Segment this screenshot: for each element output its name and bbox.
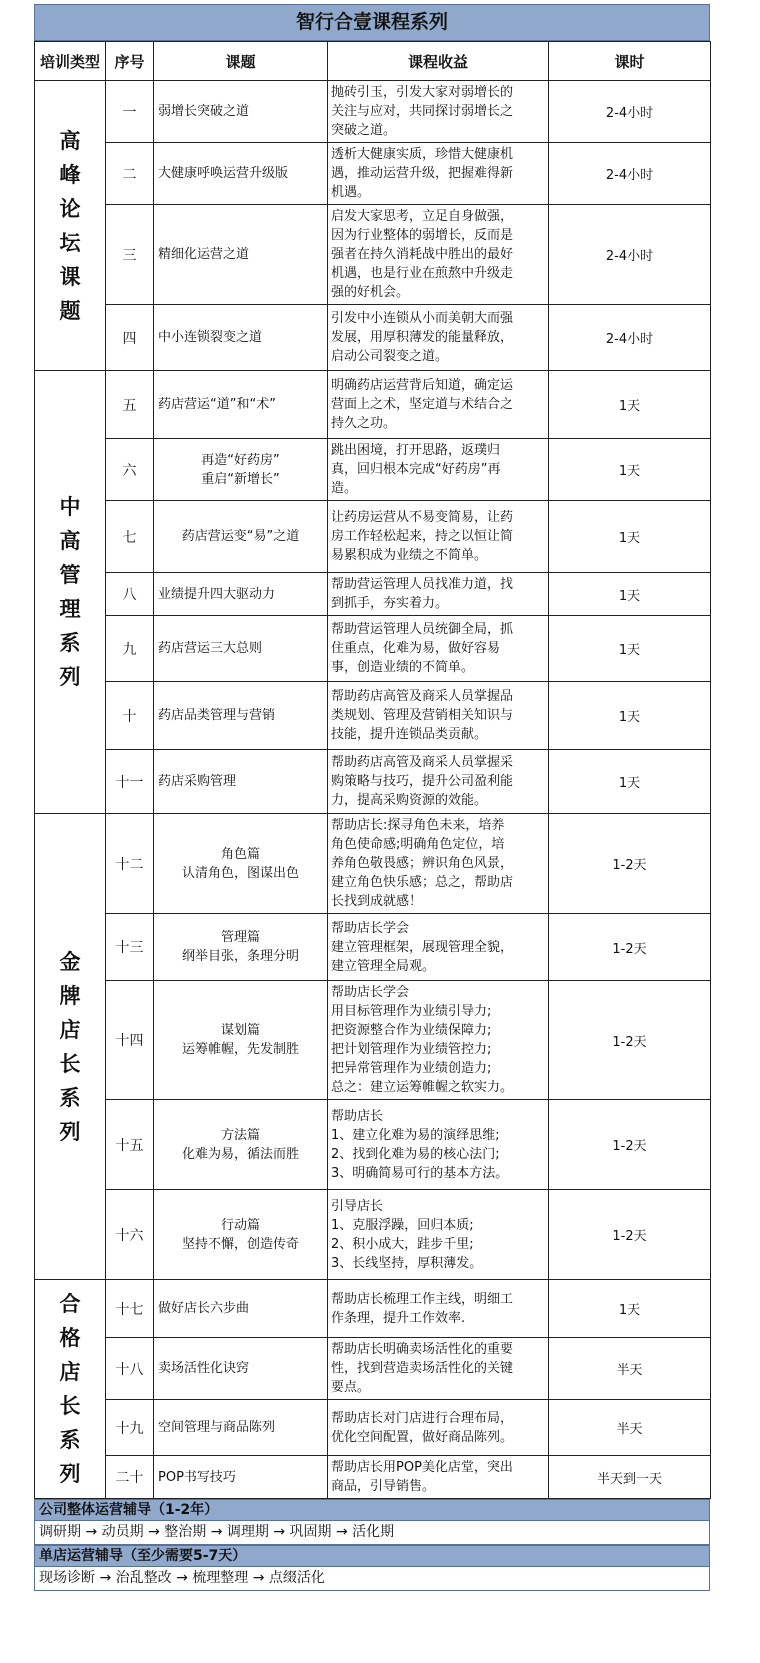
row-topic [154, 371, 328, 439]
row-hours: 1天 [549, 371, 711, 439]
section-flow-store: 现场诊断 → 治乱整改 → 梳理整理 → 点缀活化 [34, 1567, 710, 1591]
topic-line: 再造“好药房” [201, 452, 280, 468]
benefit-line: 引导店长 [331, 1198, 384, 1214]
row-benefit [328, 682, 549, 750]
benefit-line: 真，回归根本完成“好药房”再 [331, 462, 501, 477]
row-benefit [328, 205, 549, 305]
category-char: 系 [59, 631, 81, 655]
row-benefit [328, 305, 549, 371]
category-char: 牌 [59, 983, 81, 1008]
row-number: 十二 [106, 814, 154, 914]
benefit-line: 性，找到营造卖场活性化的关键 [331, 1361, 514, 1376]
benefit-line: 2、找到化难为易的核心法门; [331, 1146, 500, 1162]
row-topic [154, 501, 328, 573]
topic-line: POP书写技巧 [158, 1469, 236, 1485]
row-hours: 1天 [549, 573, 711, 616]
benefit-line: 帮助店长 [331, 1108, 384, 1124]
category-cell [35, 81, 106, 371]
category-char: 系 [59, 1428, 81, 1452]
section-heading-company: 公司整体运营辅导（1-2年） [34, 1499, 710, 1521]
benefit-line: 机遇。 [331, 185, 371, 200]
table-row [35, 814, 711, 914]
row-benefit [328, 439, 549, 501]
category-char: 列 [59, 1462, 81, 1486]
benefit-line: 造。 [331, 481, 358, 496]
row-topic [154, 914, 328, 981]
row-number: 十三 [106, 914, 154, 981]
table-row [35, 205, 711, 305]
table-row [35, 1400, 711, 1456]
benefit-line: 引发中小连锁从小而美朝大而强 [331, 311, 514, 326]
category-char: 长 [59, 1051, 81, 1076]
section-flow-company: 调研期 → 动员期 → 整治期 → 调理期 → 巩固期 → 活化期 [34, 1521, 710, 1545]
topic-line: 坚持不懈，创造传奇 [181, 1236, 299, 1252]
benefit-line: 关注与应对，共同探讨弱增长之 [331, 104, 514, 119]
table-row [35, 573, 711, 616]
benefit-line: 帮助药店高管及商采人员掌握品 [331, 689, 514, 704]
topic-line: 空间管理与商品陈列 [158, 1420, 276, 1435]
benefit-line: 优化空间配置，做好商品陈列。 [331, 1429, 514, 1445]
topic-line: 做好店长六步曲 [158, 1301, 250, 1316]
benefit-line: 1、克服浮躁，回归本质; [331, 1217, 474, 1233]
benefit-line: 帮助营运管理人员统御全局，抓 [331, 622, 514, 637]
row-number: 四 [106, 305, 154, 371]
category-char: 列 [59, 665, 81, 689]
category-char: 管 [59, 563, 81, 587]
category-char: 峰 [59, 162, 81, 187]
category-cell [35, 371, 106, 814]
row-hours: 2-4小时 [549, 205, 711, 305]
row-number: 十五 [106, 1100, 154, 1190]
benefit-line: 透析大健康实质，珍惜大健康机 [331, 147, 514, 162]
category-char: 金 [59, 949, 81, 974]
row-hours: 1天 [549, 1280, 711, 1338]
benefit-line: 力，提高采购资源的效能。 [331, 793, 488, 808]
header-hours: 课时 [549, 42, 711, 81]
benefit-line: 遇，推动运营升级，把握难得新 [331, 166, 514, 181]
benefit-line: 类规划、管理及营销相关知识与 [331, 708, 514, 723]
header-benefit: 课程收益 [328, 42, 549, 81]
benefit-line: 建立管理框架，展现管理全貌， [331, 939, 514, 955]
benefit-line: 3、长线坚持，厚积薄发。 [331, 1255, 483, 1271]
topic-line: 行动篇 [220, 1217, 260, 1233]
row-benefit [328, 814, 549, 914]
page-title: 智行合壹课程系列 [34, 4, 710, 41]
row-hours: 2-4小时 [549, 305, 711, 371]
row-benefit [328, 616, 549, 682]
benefit-line: 启发大家思考，立足自身做强， [331, 209, 514, 224]
row-number: 十一 [106, 750, 154, 814]
category-char: 店 [59, 1017, 81, 1042]
row-topic [154, 1100, 328, 1190]
row-benefit [328, 1400, 549, 1456]
row-benefit [328, 501, 549, 573]
category-char: 高 [59, 529, 81, 553]
benefit-line: 2、积小成大，跬步千里; [331, 1236, 474, 1252]
topic-line: 药店采购管理 [158, 774, 237, 789]
table-row [35, 1280, 711, 1338]
benefit-line: 跳出困境，打开思路，返璞归 [331, 443, 501, 458]
table-row [35, 914, 711, 981]
row-topic [154, 814, 328, 914]
category-cell [35, 1280, 106, 1499]
benefit-line: 帮助药店高管及商采人员掌握采 [331, 755, 514, 770]
header-category: 培训类型 [35, 42, 106, 81]
benefit-line: 帮助店长用POP美化店堂，突出 [331, 1460, 513, 1475]
row-benefit [328, 914, 549, 981]
category-char: 高 [59, 128, 81, 153]
topic-line: 药店品类管理与营销 [158, 708, 276, 723]
category-char: 理 [59, 597, 81, 621]
benefit-line: 帮助营运管理人员找准力道，找 [331, 577, 514, 592]
table-row [35, 143, 711, 205]
row-hours: 1-2天 [549, 981, 711, 1100]
benefit-line: 房工作轻松起来，持之以恒让简 [331, 529, 514, 544]
benefit-line: 帮助店长学会 [331, 985, 410, 1000]
row-topic [154, 205, 328, 305]
category-char: 店 [59, 1360, 81, 1384]
row-topic [154, 1400, 328, 1456]
row-hours: 半天 [549, 1338, 711, 1400]
row-number: 八 [106, 573, 154, 616]
row-hours: 1天 [549, 439, 711, 501]
topic-line: 角色篇 [220, 846, 260, 862]
topic-line: 精细化运营之道 [158, 247, 250, 262]
benefit-line: 技能，提升连锁品类贡献。 [331, 727, 488, 742]
topic-line: 弱增长突破之道 [158, 104, 250, 119]
benefit-line: 营面上之术，坚定道与术结合之 [331, 397, 514, 412]
row-number: 十四 [106, 981, 154, 1100]
row-number: 十六 [106, 1190, 154, 1280]
benefit-line: 事，创造业绩的不简单。 [331, 660, 475, 675]
row-topic [154, 1190, 328, 1280]
benefit-line: 机遇，也是行业在煎熬中升级走 [331, 266, 514, 281]
category-char: 列 [59, 1119, 81, 1144]
table-row [35, 682, 711, 750]
row-topic [154, 1456, 328, 1499]
table-row [35, 81, 711, 143]
row-benefit [328, 981, 549, 1100]
benefit-line: 把异常管理作为业绩创造力; [331, 1061, 492, 1076]
table-row [35, 616, 711, 682]
row-topic [154, 1338, 328, 1400]
course-table [34, 41, 711, 1499]
table-row [35, 501, 711, 573]
row-hours: 半天到一天 [549, 1456, 711, 1499]
category-char: 合 [59, 1292, 81, 1316]
benefit-line: 帮助店长对门店进行合理布局， [331, 1410, 514, 1426]
row-number: 九 [106, 616, 154, 682]
row-number: 五 [106, 371, 154, 439]
row-topic [154, 439, 328, 501]
benefit-line: 启动公司裂变之道。 [331, 349, 449, 364]
table-row [35, 981, 711, 1100]
row-benefit [328, 371, 549, 439]
row-number: 十七 [106, 1280, 154, 1338]
header-row [35, 42, 711, 81]
row-hours: 1天 [549, 750, 711, 814]
benefit-line: 强者在持久消耗战中胜出的最好 [331, 247, 514, 262]
row-hours: 1-2天 [549, 1190, 711, 1280]
row-topic [154, 143, 328, 205]
row-topic [154, 1280, 328, 1338]
category-char: 长 [59, 1394, 81, 1418]
row-number: 十 [106, 682, 154, 750]
benefit-line: 发展，用厚积薄发的能量释放， [331, 330, 514, 345]
topic-line: 药店营运“道”和“术” [158, 397, 276, 412]
benefit-line: 建立管理全局观。 [331, 958, 436, 974]
topic-line: 谋划篇 [220, 1023, 260, 1038]
benefit-line: 帮助店长:探寻角色未来，培养 [331, 818, 505, 833]
row-topic [154, 81, 328, 143]
table-row [35, 1100, 711, 1190]
benefit-line: 强的好机会。 [331, 285, 410, 300]
benefit-line: 3、明确简易可行的基本方法。 [331, 1165, 509, 1181]
topic-line: 方法篇 [220, 1127, 260, 1143]
topic-line: 管理篇 [220, 930, 260, 945]
benefit-line: 突破之道。 [331, 123, 397, 138]
table-row [35, 371, 711, 439]
table-row [35, 305, 711, 371]
benefit-line: 明确药店运营背后知道，确定运 [331, 378, 514, 393]
row-topic [154, 305, 328, 371]
benefit-line: 1、建立化难为易的演绎思维; [331, 1127, 500, 1143]
course-rows [35, 81, 711, 1499]
row-benefit [328, 1190, 549, 1280]
benefit-line: 总之：建立运筹帷幄之软实力。 [331, 1080, 514, 1095]
benefit-line: 角色使命感;明确角色定位，培 [331, 837, 505, 852]
row-hours: 1天 [549, 616, 711, 682]
benefit-line: 住重点，化难为易，做好容易 [331, 641, 501, 656]
topic-line: 药店营运变“易”之道 [181, 529, 300, 544]
benefit-line: 因为行业整体的弱增长，反而是 [331, 228, 514, 243]
row-topic [154, 682, 328, 750]
row-benefit [328, 1456, 549, 1499]
topic-line: 业绩提升四大驱动力 [158, 586, 276, 602]
benefit-line: 把计划管理作为业绩管控力; [331, 1042, 492, 1057]
table-row [35, 1456, 711, 1499]
row-number: 三 [106, 205, 154, 305]
category-char: 系 [59, 1085, 81, 1110]
row-topic [154, 750, 328, 814]
topic-line: 认清角色，图谋出色 [181, 865, 299, 881]
row-topic [154, 616, 328, 682]
topic-line: 化难为易，循法而胜 [181, 1146, 299, 1162]
benefit-line: 帮助店长学会 [331, 920, 410, 936]
table-row [35, 750, 711, 814]
benefit-line: 持久之功。 [331, 416, 397, 431]
category-cell [35, 814, 106, 1280]
category-char: 中 [59, 495, 81, 519]
row-hours: 半天 [549, 1400, 711, 1456]
row-benefit [328, 1100, 549, 1190]
topic-line: 重启“新增长” [201, 471, 280, 487]
table-row [35, 1338, 711, 1400]
topic-line: 大健康呼唤运营升级版 [158, 166, 289, 181]
category-char: 课 [59, 264, 81, 289]
topic-line: 运筹帷幄，先发制胜 [181, 1042, 299, 1057]
benefit-line: 把资源整合作为业绩保障力; [331, 1023, 492, 1038]
category-char: 题 [59, 298, 81, 323]
row-hours: 2-4小时 [549, 81, 711, 143]
row-hours: 1-2天 [549, 814, 711, 914]
row-topic [154, 981, 328, 1100]
benefit-line: 抛砖引玉，引发大家对弱增长的 [331, 85, 514, 100]
benefit-line: 作条理，提升工作效率. [331, 1310, 466, 1326]
row-number: 七 [106, 501, 154, 573]
row-number: 十八 [106, 1338, 154, 1400]
benefit-line: 帮助店长梳理工作主线，明细工 [331, 1291, 514, 1307]
row-topic [154, 573, 328, 616]
benefit-line: 建立角色快乐感；总之，帮助店 [331, 875, 514, 890]
category-char: 格 [59, 1326, 81, 1350]
benefit-line: 易累积成为业绩之不简单。 [331, 548, 488, 563]
benefit-line: 长找到成就感！ [331, 894, 423, 909]
row-benefit [328, 750, 549, 814]
topic-line: 纲举目张，条理分明 [181, 949, 299, 964]
row-hours: 1-2天 [549, 1100, 711, 1190]
benefit-line: 要点。 [331, 1380, 371, 1395]
topic-line: 卖场活性化诀窍 [158, 1361, 250, 1376]
benefit-line: 到抓手，夯实着力。 [331, 596, 449, 611]
row-number: 二十 [106, 1456, 154, 1499]
table-row [35, 439, 711, 501]
topic-line: 中小连锁裂变之道 [158, 330, 263, 345]
benefit-line: 养角色敬畏感；辨识角色风景， [331, 856, 514, 871]
category-char: 坛 [59, 230, 81, 255]
row-benefit [328, 1280, 549, 1338]
header-topic: 课题 [154, 42, 328, 81]
row-number: 二 [106, 143, 154, 205]
row-number: 十九 [106, 1400, 154, 1456]
row-number: 六 [106, 439, 154, 501]
benefit-line: 让药房运营从不易变简易，让药 [331, 510, 514, 525]
row-hours: 2-4小时 [549, 143, 711, 205]
header-number: 序号 [106, 42, 154, 81]
topic-line: 药店营运三大总则 [158, 641, 263, 656]
benefit-line: 帮助店长明确卖场活性化的重要 [331, 1342, 514, 1357]
row-benefit [328, 1338, 549, 1400]
benefit-line: 商品，引导销售。 [331, 1479, 436, 1494]
row-benefit [328, 81, 549, 143]
benefit-line: 用目标管理作为业绩引导力; [331, 1004, 492, 1019]
category-char: 论 [59, 196, 81, 221]
row-number: 一 [106, 81, 154, 143]
row-benefit [328, 143, 549, 205]
section-heading-store: 单店运营辅导（至少需要5-7天） [34, 1545, 710, 1567]
row-hours: 1天 [549, 501, 711, 573]
benefit-line: 购策略与技巧，提升公司盈利能 [331, 774, 514, 789]
table-row [35, 1190, 711, 1280]
row-hours: 1-2天 [549, 914, 711, 981]
row-benefit [328, 573, 549, 616]
row-hours: 1天 [549, 682, 711, 750]
